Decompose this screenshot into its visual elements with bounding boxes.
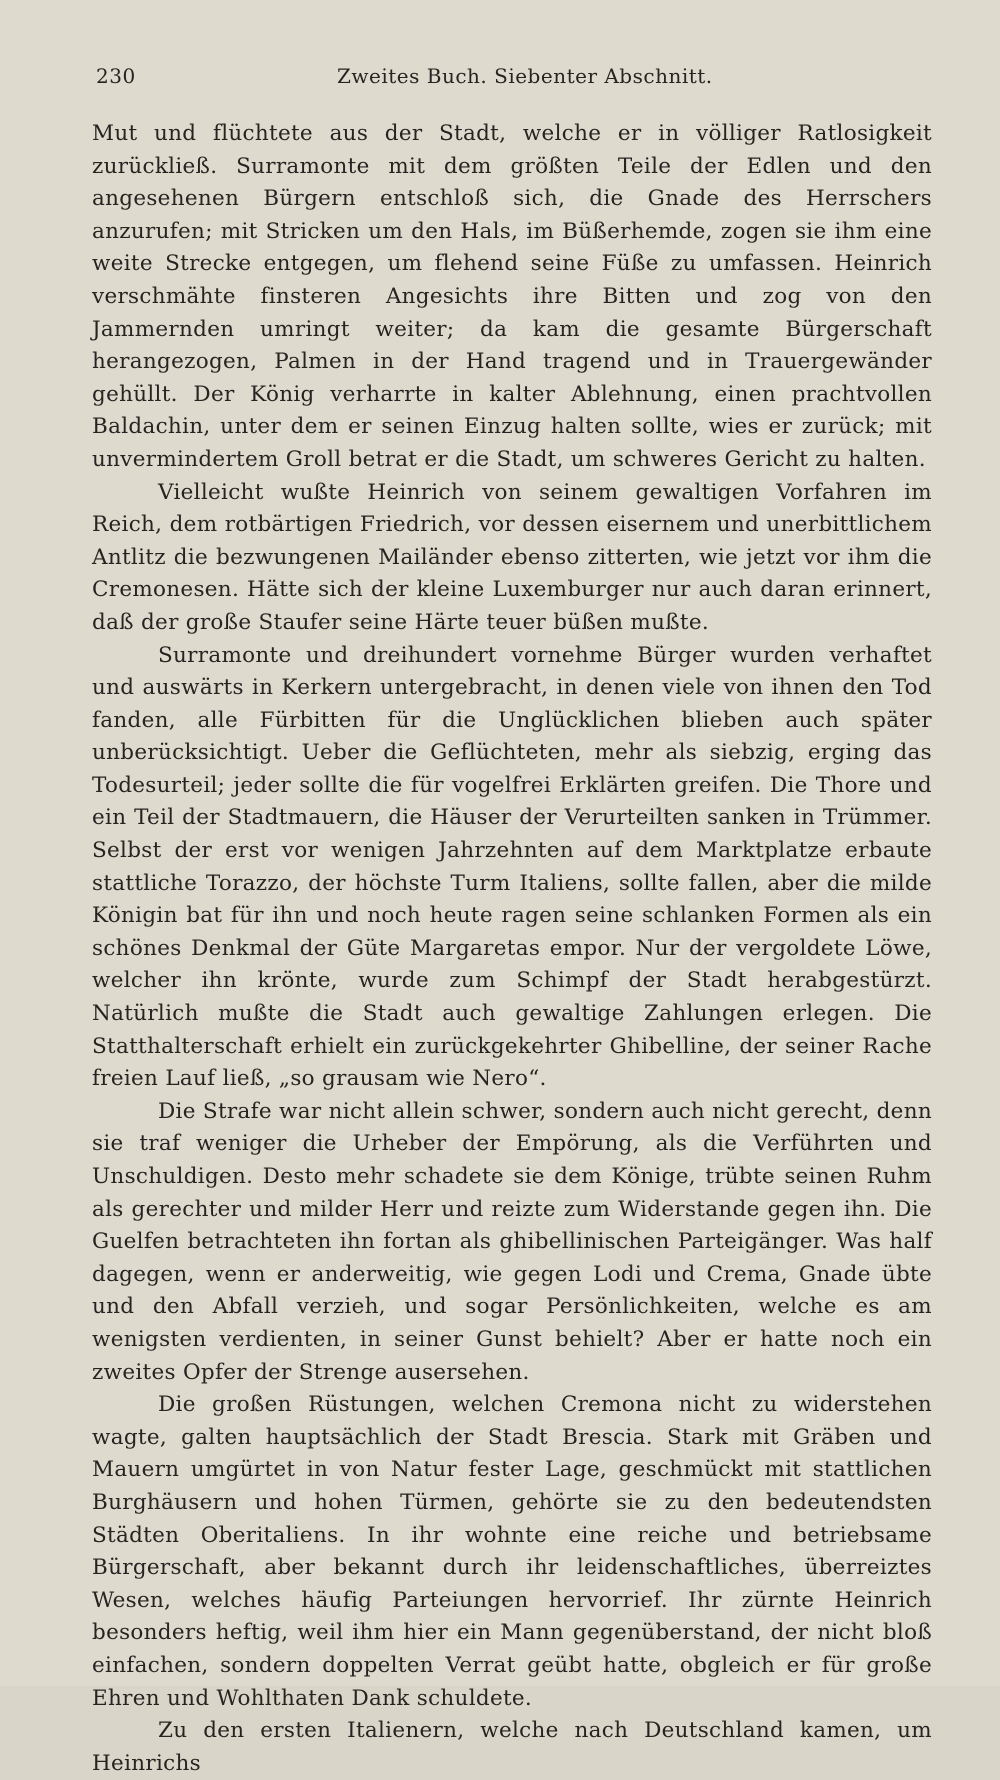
- page-number: 230: [96, 64, 136, 88]
- page-header: [92, 64, 932, 94]
- paragraph: Die großen Rüstungen, welchen Cremona nicht zu widerstehen wagte, galten hauptsächlich der Stadt Brescia. Stark mit Gräben und Mauern umgürtet in von Natur fester Lage, geschmückt mit stattlichen Burghäusern und hohen Türmen, gehörte sie zu den bedeutendsten Städten Oberitaliens. In ihr wohnte eine reiche und betriebsame Bürgerschaft, aber bekannt durch ihr leidenschaftliches, überreiztes Wesen, welches häufig Parteiungen hervorrief. Ihr zürnte Heinrich besonders heftig, weil ihm hier ein Mann gegenüberstand, der nicht bloß einfachen, sondern doppelten Verrat geübt hatte, obgleich er für große Ehren und Wohlthaten Dank schuldete.: [92, 1392, 932, 1711]
- paragraph: Die Strafe war nicht allein schwer, sondern auch nicht gerecht, denn sie traf weniger die Urheber der Empörung, als die Verführten und Unschuldigen. Desto mehr schadete sie dem Könige, trübte seinen Ruhm als gerechter und milder Herr und reizte zum Widerstande gegen ihn. Die Guelfen betrachteten ihn fortan als ghibellinischen Parteigänger. Was half dagegen, wenn er anderweitig, wie gegen Lodi und Crema, Gnade übte und den Abfall verzieh, und sogar Persönlichkeiten, welche es am wenigsten verdienten, in seiner Gunst behielt? Aber er hatte noch ein zweites Opfer der Strenge ausersehen.: [92, 1098, 932, 1385]
- paragraph: Zu den ersten Italienern, welche nach Deutschland kamen, um Heinrichs: [92, 1718, 932, 1776]
- running-head: Zweites Buch. Siebenter Abschnitt.: [337, 64, 713, 88]
- paragraph: Surramonte und dreihundert vornehme Bürger wurden verhaftet und auswärts in Kerkern untergebracht, in denen viele von ihnen den Tod fanden, alle Fürbitten für die Unglücklichen blieben auch später unberücksichtigt. Ueber die Geflüchteten, mehr als siebzig, erging das Todesurteil; jeder sollte die für vogelfrei Erklärten greifen. Die Thore und ein Teil der Stadtmauern, die Häuser der Verurteilten sanken in Trümmer. Selbst der erst vor wenigen Jahrzehnten auf dem Marktplatze erbaute stattliche Torazzo, der höchste Turm Italiens, sollte fallen, aber die milde Königin bat für ihn und noch heute ragen seine schlanken Formen als ein schönes Denkmal der Güte Margaretas empor. Nur der vergoldete Löwe, welcher ihn krönte, wurde zum Schimpf der Stadt herabgestürzt. Natürlich mußte die Stadt auch gewaltige Zahlungen erlegen. Die Statthalterschaft erhielt ein zurückgekehrter Ghibelline, der seiner Rache freien Lauf ließ, „so grausam wie Nero“.: [92, 642, 932, 1092]
- body-text: [92, 118, 932, 1780]
- paragraph: Mut und flüchtete aus der Stadt, welche er in völliger Ratlosigkeit zurückließ. Surramonte mit dem größten Teile der Edlen und den angesehenen Bürgern entschloß sich, die Gnade des Herrschers anzurufen; mit Stricken um den Hals, im Büßerhemde, zogen sie ihm eine weite Strecke entgegen, um flehend seine Füße zu umfassen. Heinrich verschmähte finsteren Angesichts ihre Bitten und zog von den Jammernden umringt weiter; da kam die gesamte Bürgerschaft herangezogen, Palmen in der Hand tragend und in Trauergewänder gehüllt. Der König verharrte in kalter Ablehnung, einen prachtvollen Baldachin, unter dem er seinen Einzug halten sollte, wies er zurück; mit unvermindertem Groll betrat er die Stadt, um schweres Gericht zu halten.: [92, 121, 932, 472]
- paragraph: Vielleicht wußte Heinrich von seinem gewaltigen Vorfahren im Reich, dem rotbärtigen Friedrich, vor dessen eisernem und unerbittlichem Antlitz die bezwungenen Mailänder ebenso zitterten, wie jetzt vor ihm die Cremonesen. Hätte sich der kleine Luxemburger nur auch daran erinnert, daß der große Staufer seine Härte teuer büßen mußte.: [92, 479, 932, 635]
